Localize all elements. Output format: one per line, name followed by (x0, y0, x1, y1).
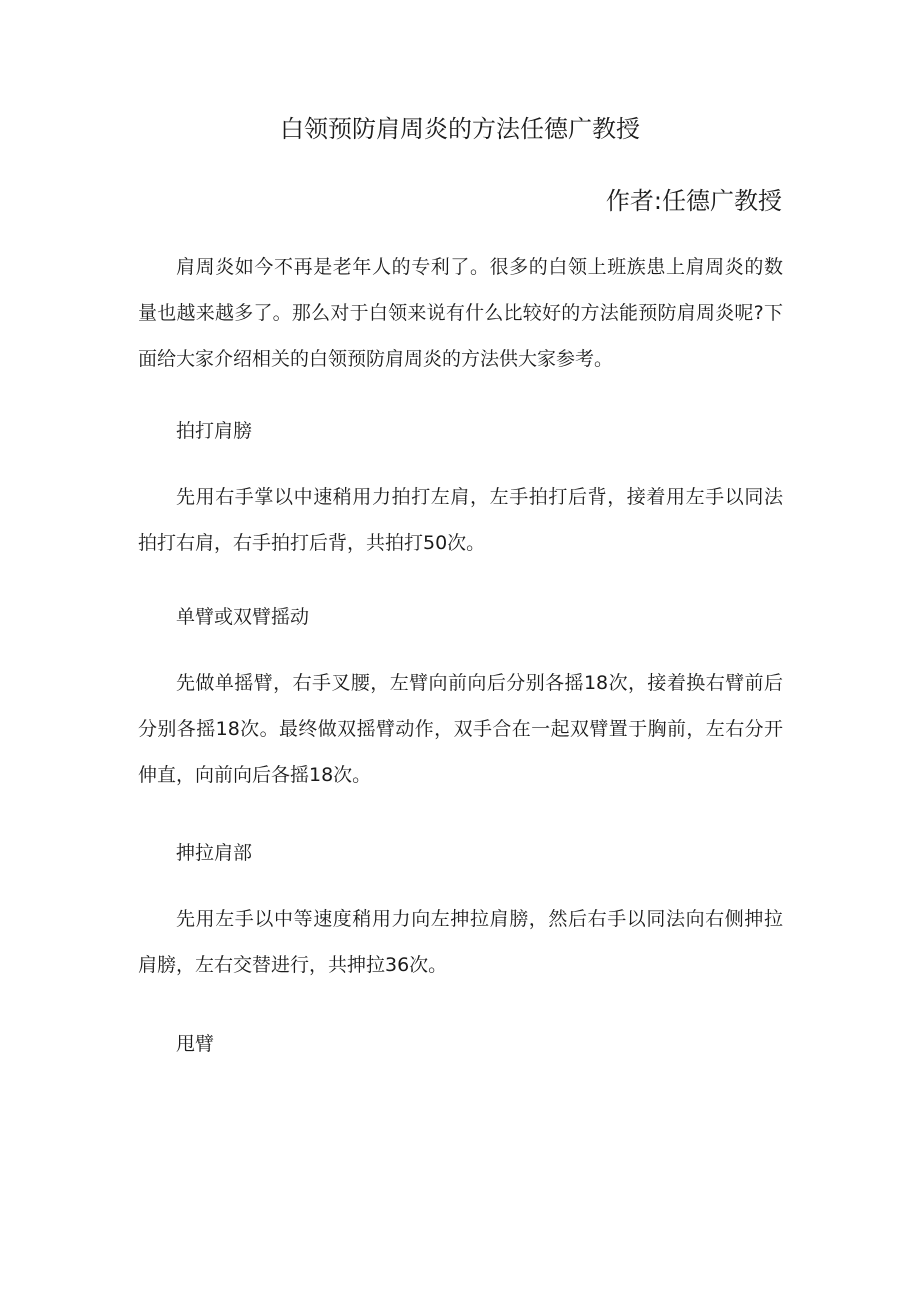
section-heading-stretch-shoulders: 抻拉肩部 (176, 842, 253, 864)
document-title: 白领预防肩周炎的方法任德广教授 (280, 115, 640, 143)
section-heading-arm-swing: 单臂或双臂摇动 (176, 606, 310, 628)
section-heading-pat-shoulders: 拍打肩膀 (176, 420, 253, 442)
section-body-pat-shoulders: 先用右手掌以中速稍用力拍打左肩，左手拍打后背，接着用左手以同法拍打右肩，右手拍打后背，共拍打50次。 (138, 486, 783, 554)
author-line: 作者:任德广教授 (605, 187, 782, 215)
section-heading-fling-arms: 甩臂 (176, 1033, 215, 1055)
section-body-arm-swing: 先做单摇臂，右手叉腰，左臂向前向后分别各摇18次，接着换右臂前后分别各摇18次。最终做双摇臂动作，双手合在一起双臂置于胸前，左右分开伸直，向前向后各摇18次。 (138, 672, 783, 786)
section-body-stretch-shoulders: 先用左手以中等速度稍用力向左抻拉肩膀，然后右手以同法向右侧抻拉肩膀，左右交替进行，共抻拉36次。 (138, 908, 783, 976)
intro-paragraph: 肩周炎如今不再是老年人的专利了。很多的白领上班族患上肩周炎的数量也越来越多了。那么对于白领来说有什么比较好的方法能预防肩周炎呢?下面给大家介绍相关的白领预防肩周炎的方法供大家参考。 (138, 256, 783, 370)
